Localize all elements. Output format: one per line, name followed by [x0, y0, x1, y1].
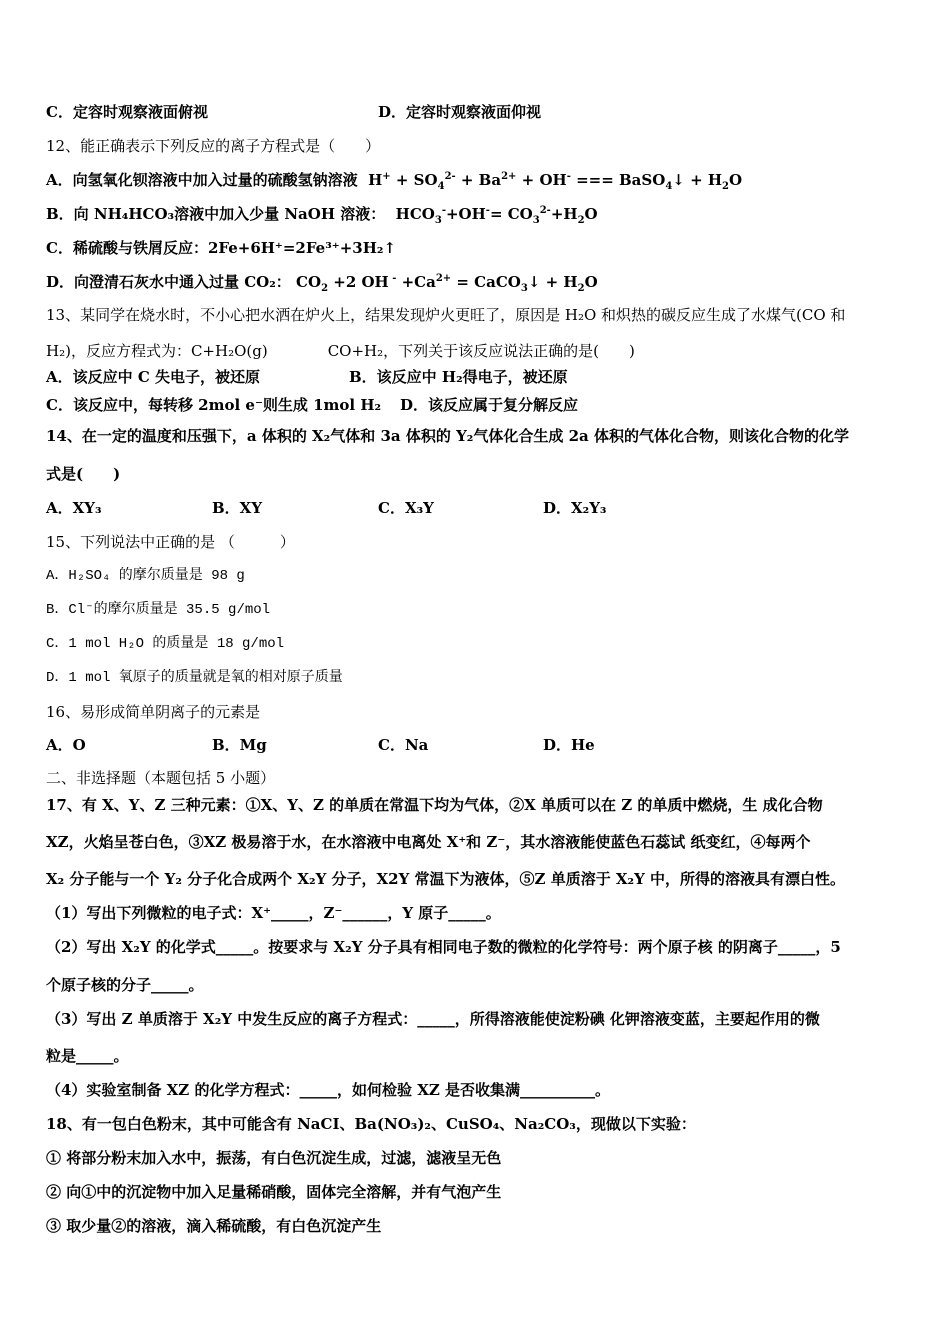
q17-sub3-line1: （3）写出 Z 单质溶于 X₂Y 中发生反应的离子方程式：_____，所得溶液能使淀粉碘 化钾溶液变蓝，主要起作用的微: [46, 1010, 820, 1028]
q13-option-c: C．该反应中，每转移 2mol e⁻则生成 1mol H₂: [46, 396, 382, 414]
q16-option-a: A．O: [46, 736, 86, 754]
q17-line1: 17、有 X、Y、Z 三种元素：①X、Y、Z 的单质在常温下均为气体，②X 单质可以在 Z 的单质中燃烧，生 成化合物: [46, 796, 823, 814]
q15-stem: 15、下列说法中正确的是 （ ）: [46, 533, 295, 551]
q13-option-a: A．该反应中 C 失电子，被还原: [46, 368, 261, 386]
q14-stem-line2: 式是( ): [46, 465, 121, 483]
q12-stem: 12、能正确表示下列反应的离子方程式是（ ）: [46, 137, 381, 155]
q12-option-d-equation: $CO_2 +2$ OH $^- +Ca^{2+}$ = CaCO$_3$↓ + $H_2O$: [296, 273, 598, 294]
q12-option-d: D．向澄清石灰水中通入过量 CO₂： $CO_2 +2$ OH $^- +Ca^{2+}$ = CaCO$_3$↓ + $H_2O$: [46, 273, 598, 294]
q17-line2: XZ，火焰呈苍白色，③XZ 极易溶于水，在水溶液中电离处 X⁺和 Z⁻，其水溶液能使蓝色石蕊试 纸变红，④每两个: [46, 833, 811, 851]
q17-sub2-line1: （2）写出 X₂Y 的化学式_____。按要求与 X₂Y 分子具有相同电子数的微粒的化学符号：两个原子核 的阴离子_____，5: [46, 938, 841, 956]
q18-step3: ③ 取少量②的溶液，滴入稀硫酸，有白色沉淀产生: [46, 1217, 382, 1235]
q13-option-b: B．该反应中 H₂得电子，被还原: [349, 368, 568, 386]
q14-stem-line1: 14、在一定的温度和压强下，a 体积的 X₂气体和 3a 体积的 Y₂气体化合生成 2a 体积的气体化合物，则该化合物的化学: [46, 427, 849, 445]
q12-option-b: B．向 NH₄HCO₃溶液中加入少量 NaOH 溶液： $HCO_3^-+OH^-= CO_3^{2-}+H_2O$: [46, 205, 598, 226]
q17-sub1: （1）写出下列微粒的电子式：X⁺_____，Z⁻______，Y 原子_____。: [46, 904, 501, 922]
q12-option-a-equation: $H^+ + SO_4^{2-} + Ba^{2+} + OH^-$ === BaSO$_4$↓ + $H_2O$: [362, 171, 743, 192]
section-2-title: 二、非选择题（本题包括 5 小题）: [46, 769, 276, 787]
q14-option-c: C．X₃Y: [378, 499, 434, 517]
q12-option-a: A．向氢氧化钡溶液中加入过量的硫酸氢钠溶液 $H^+ + SO_4^{2-} + Ba^{2+} + OH^-$ === BaSO$_4$↓ + $H_2O$: [46, 171, 743, 192]
q13-stem-line1: 13、某同学在烧水时，不小心把水洒在炉火上，结果发现炉火更旺了，原因是 H₂O 和炽热的碳反应生成了水煤气(CO 和: [46, 306, 846, 324]
q15-option-b: B．Cl⁻的摩尔质量是 35.5 g/mol: [46, 602, 271, 618]
q15-option-a: A．H₂SO₄ 的摩尔质量是 98 g: [46, 568, 245, 584]
q13-stem-line2: H₂)，反应方程式为：C+H₂O(g) CO+H₂，下列关于该反应说法正确的是( ): [46, 342, 635, 360]
q16-option-d: D．He: [543, 736, 595, 754]
q12-option-b-equation: $HCO_3^-+OH^-= CO_3^{2-}+H_2O$: [390, 205, 598, 226]
q18-step1: ① 将部分粉末加入水中，振荡，有白色沉淀生成，过滤，滤液呈无色: [46, 1149, 502, 1167]
q14-option-b: B．XY: [212, 499, 263, 517]
q16-option-b: B．Mg: [212, 736, 267, 754]
q14-option-d: D．X₂Y₃: [543, 499, 607, 517]
q17-sub4: （4）实验室制备 XZ 的化学方程式：_____，如何检验 XZ 是否收集满__________。: [46, 1081, 611, 1099]
q18-step2: ② 向①中的沉淀物中加入足量稀硝酸，固体完全溶解，并有气泡产生: [46, 1183, 502, 1201]
q16-stem: 16、易形成简单阴离子的元素是: [46, 703, 261, 721]
q17-sub2-line2: 个原子核的分子_____。: [46, 976, 204, 994]
q18-stem: 18、有一包白色粉末，其中可能含有 NaCI、Ba(NO₃)₂、CuSO₄、Na₂CO₃，现做以下实验：: [46, 1115, 696, 1133]
q13-option-d: D．该反应属于复分解反应: [400, 396, 579, 414]
q12-option-c: C．稀硫酸与铁屑反应：2Fe+6H⁺=2Fe³⁺+3H₂↑: [46, 239, 397, 257]
q17-line3: X₂ 分子能与一个 Y₂ 分子化合成两个 X₂Y 分子，X2Y 常温下为液体，⑤Z 单质溶于 X₂Y 中，所得的溶液具有漂白性。: [46, 870, 846, 888]
q11-option-d: D．定容时观察液面仰视: [378, 103, 542, 121]
q16-option-c: C．Na: [378, 736, 429, 754]
q17-sub3-line2: 粒是_____。: [46, 1047, 129, 1065]
q15-option-d: D．1 mol 氧原子的质量就是氧的相对原子质量: [46, 670, 343, 686]
q11-option-c: C．定容时观察液面俯视: [46, 103, 208, 121]
q14-option-a: A．XY₃: [46, 499, 102, 517]
q15-option-c: C．1 mol H₂O 的质量是 18 g/mol: [46, 636, 285, 652]
